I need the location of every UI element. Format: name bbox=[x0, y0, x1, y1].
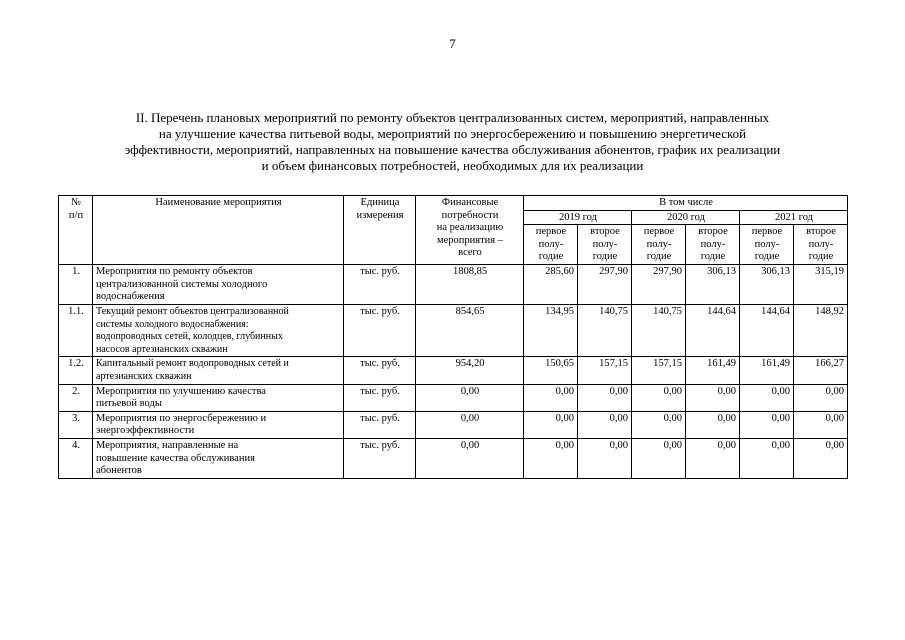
row-unit: тыс. руб. bbox=[344, 265, 416, 305]
row-name: Мероприятия, направленные на повышение качества обслуживания абонентов bbox=[93, 438, 344, 478]
header-half-first: первое полу- годие bbox=[632, 225, 686, 265]
header-finance: Финансовые потребности на реализацию мероприятия – всего bbox=[416, 196, 524, 265]
row-value: 144,64 bbox=[686, 304, 740, 356]
row-value: 0,00 bbox=[686, 411, 740, 438]
header-half-first: первое полу- годие bbox=[524, 225, 578, 265]
row-value: 0,00 bbox=[740, 411, 794, 438]
row-value: 157,15 bbox=[632, 357, 686, 384]
row-total: 854,65 bbox=[416, 304, 524, 356]
row-unit: тыс. руб. bbox=[344, 438, 416, 478]
row-name: Мероприятия по улучшению качества питьевой воды bbox=[93, 384, 344, 411]
row-value: 157,15 bbox=[578, 357, 632, 384]
title-line: II. Перечень плановых мероприятий по ремонту объектов централизованных систем, мероприятий, направленных bbox=[135, 110, 770, 125]
header-including: В том числе bbox=[524, 196, 848, 211]
row-value: 0,00 bbox=[794, 384, 848, 411]
title-line: эффективности, мероприятий, направленных на повышение качества обслуживания абонентов, график их реализации bbox=[124, 142, 781, 157]
row-value: 0,00 bbox=[578, 438, 632, 478]
row-value: 297,90 bbox=[632, 265, 686, 305]
row-value: 0,00 bbox=[524, 384, 578, 411]
table-row bbox=[59, 438, 848, 478]
header-name: Наименование мероприятия bbox=[93, 196, 344, 265]
row-num: 1.2. bbox=[59, 357, 93, 384]
row-value: 297,90 bbox=[578, 265, 632, 305]
table-row bbox=[59, 411, 848, 438]
row-total: 0,00 bbox=[416, 384, 524, 411]
row-unit: тыс. руб. bbox=[344, 357, 416, 384]
plan-table bbox=[58, 195, 848, 479]
row-unit: тыс. руб. bbox=[344, 304, 416, 356]
row-value: 140,75 bbox=[578, 304, 632, 356]
row-num: 1.1. bbox=[59, 304, 93, 356]
row-value: 0,00 bbox=[578, 384, 632, 411]
header-year-2019: 2019 год bbox=[524, 210, 632, 225]
row-name: Текущий ремонт объектов централизованной системы холодного водоснабжения: водопроводных сетей, колодцев, глубинных насосов артезианских скважин bbox=[93, 304, 344, 356]
row-value: 0,00 bbox=[632, 384, 686, 411]
row-name: Мероприятия по ремонту объектов централизованной системы холодного водоснабжения bbox=[93, 265, 344, 305]
header-year-2020: 2020 год bbox=[632, 210, 740, 225]
header-half-second: второе полу- годие bbox=[578, 225, 632, 265]
row-value: 315,19 bbox=[794, 265, 848, 305]
row-value: 166,27 bbox=[794, 357, 848, 384]
row-num: 2. bbox=[59, 384, 93, 411]
row-value: 0,00 bbox=[686, 384, 740, 411]
row-value: 306,13 bbox=[686, 265, 740, 305]
row-value: 0,00 bbox=[632, 438, 686, 478]
row-value: 0,00 bbox=[686, 438, 740, 478]
row-unit: тыс. руб. bbox=[344, 411, 416, 438]
document-title bbox=[40, 110, 865, 174]
table-row bbox=[59, 265, 848, 305]
header-half-second: второе полу- годие bbox=[686, 225, 740, 265]
row-value: 285,60 bbox=[524, 265, 578, 305]
row-value: 0,00 bbox=[524, 411, 578, 438]
row-total: 1808,85 bbox=[416, 265, 524, 305]
row-total: 0,00 bbox=[416, 438, 524, 478]
row-value: 0,00 bbox=[632, 411, 686, 438]
row-value: 0,00 bbox=[740, 384, 794, 411]
header-unit: Единица измерения bbox=[344, 196, 416, 265]
row-name: Капитальный ремонт водопроводных сетей и артезианских скважин bbox=[93, 357, 344, 384]
row-value: 0,00 bbox=[794, 411, 848, 438]
row-name: Мероприятия по энергосбережению и энергоэффективности bbox=[93, 411, 344, 438]
row-value: 0,00 bbox=[794, 438, 848, 478]
row-value: 148,92 bbox=[794, 304, 848, 356]
row-value: 150,65 bbox=[524, 357, 578, 384]
table-row bbox=[59, 384, 848, 411]
row-value: 0,00 bbox=[524, 438, 578, 478]
header-num: № п/п bbox=[59, 196, 93, 265]
row-value: 0,00 bbox=[740, 438, 794, 478]
table-row bbox=[59, 357, 848, 384]
row-num: 3. bbox=[59, 411, 93, 438]
title-line: и объем финансовых потребностей, необходимых для их реализации bbox=[261, 158, 644, 173]
row-num: 1. bbox=[59, 265, 93, 305]
row-value: 161,49 bbox=[686, 357, 740, 384]
row-value: 140,75 bbox=[632, 304, 686, 356]
title-line: на улучшение качества питьевой воды, мероприятий по энергосбережению и повышению энергетической bbox=[158, 126, 747, 141]
page-number: 7 bbox=[449, 36, 456, 51]
row-value: 306,13 bbox=[740, 265, 794, 305]
header-year-2021: 2021 год bbox=[740, 210, 848, 225]
row-value: 134,95 bbox=[524, 304, 578, 356]
table-row bbox=[59, 304, 848, 356]
header-half-first: первое полу- годие bbox=[740, 225, 794, 265]
row-num: 4. bbox=[59, 438, 93, 478]
row-value: 144,64 bbox=[740, 304, 794, 356]
row-value: 0,00 bbox=[578, 411, 632, 438]
row-total: 0,00 bbox=[416, 411, 524, 438]
header-half-second: второе полу- годие bbox=[794, 225, 848, 265]
row-total: 954,20 bbox=[416, 357, 524, 384]
row-unit: тыс. руб. bbox=[344, 384, 416, 411]
row-value: 161,49 bbox=[740, 357, 794, 384]
